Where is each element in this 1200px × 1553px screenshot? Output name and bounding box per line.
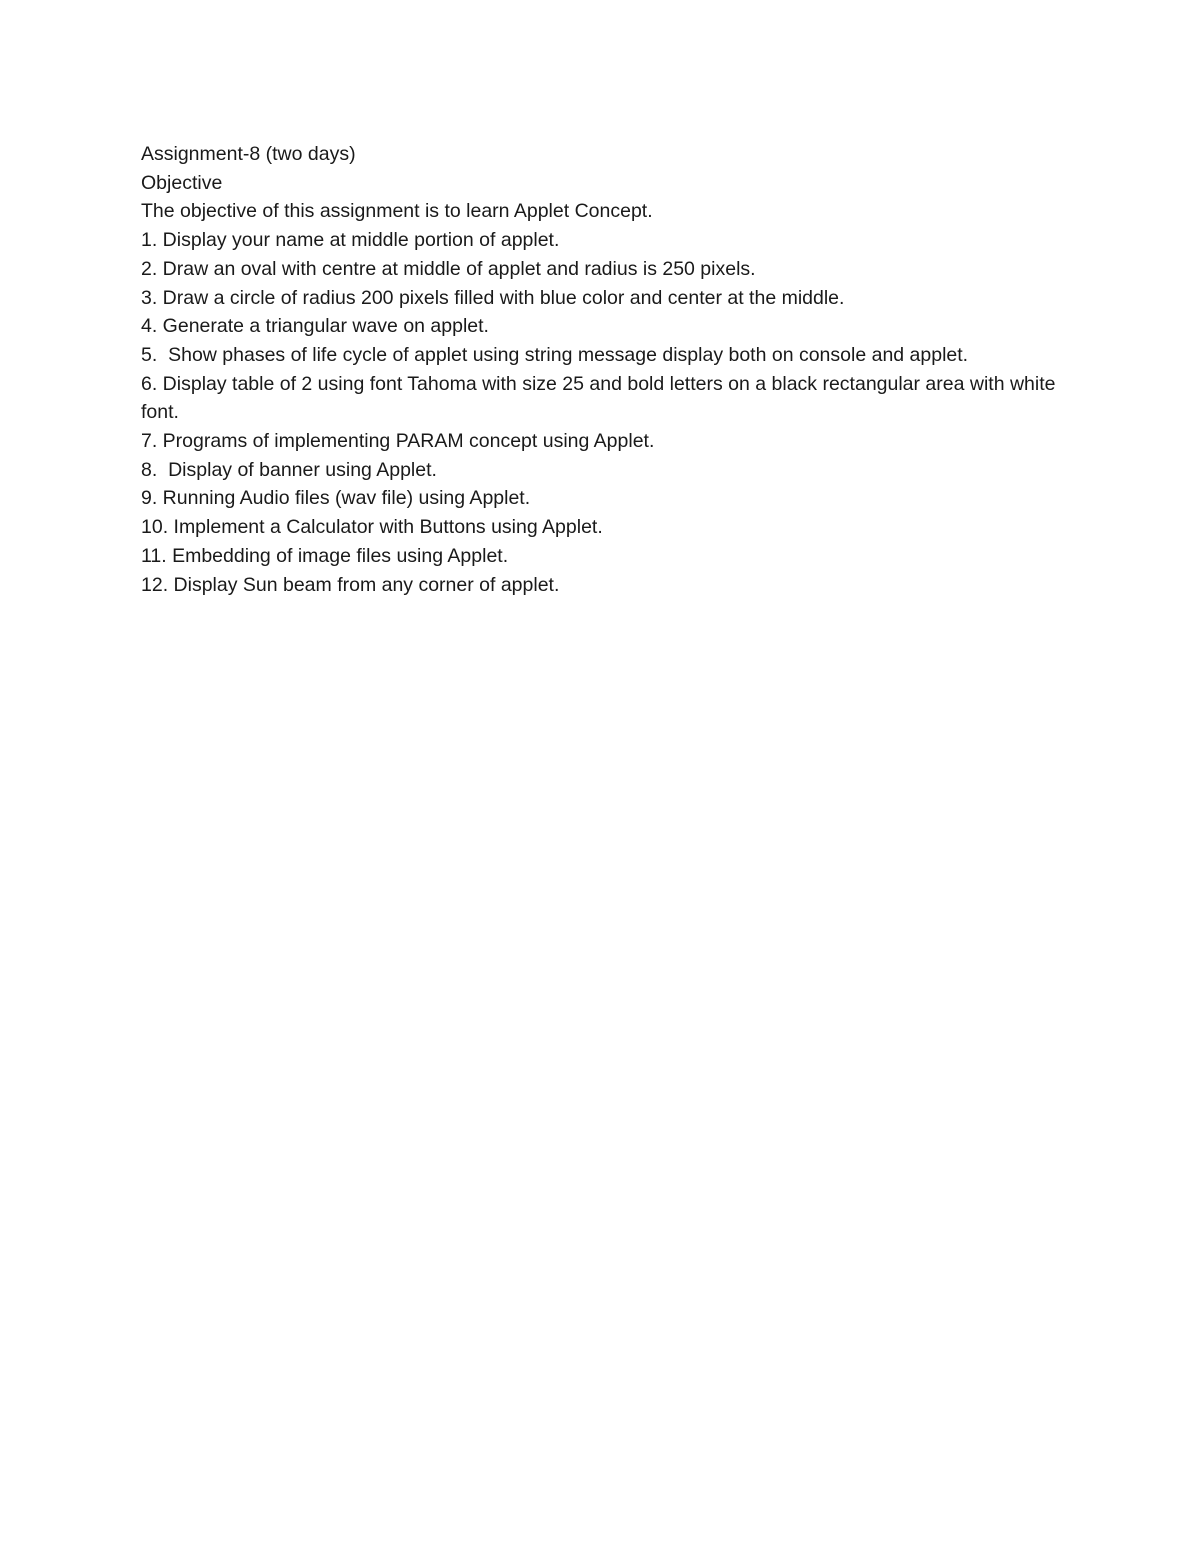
list-item: 4. Generate a triangular wave on applet.: [141, 315, 489, 338]
document-body: [141, 140, 1071, 599]
list-item: 2. Draw an oval with centre at middle of applet and radius is 250 pixels.: [141, 257, 756, 280]
objective-text: The objective of this assignment is to learn Applet Concept.: [141, 200, 653, 223]
objective-heading: Objective: [141, 171, 223, 194]
list-item: 12. Display Sun beam from any corner of applet.: [141, 573, 560, 596]
list-item: 7. Programs of implementing PARAM concept using Applet.: [141, 430, 655, 453]
assignment-list: [141, 226, 1071, 599]
list-item: 3. Draw a circle of radius 200 pixels filled with blue color and center at the middle.: [141, 286, 845, 309]
list-item: 1. Display your name at middle portion of applet.: [141, 229, 560, 252]
list-item: 9. Running Audio files (wav file) using Applet.: [141, 487, 531, 510]
list-item: 5. Show phases of life cycle of applet using string message display both on console and applet.: [141, 343, 969, 366]
assignment-title: Assignment-8 (two days): [141, 143, 356, 165]
list-item: 11. Embedding of image files using Applet.: [141, 544, 509, 567]
list-item: 10. Implement a Calculator with Buttons using Applet.: [141, 516, 603, 539]
list-item: 6. Display table of 2 using font Tahoma with size 25 and bold letters on a black rectangular area with white font.: [141, 372, 1061, 424]
list-item: 8. Display of banner using Applet.: [141, 458, 437, 481]
